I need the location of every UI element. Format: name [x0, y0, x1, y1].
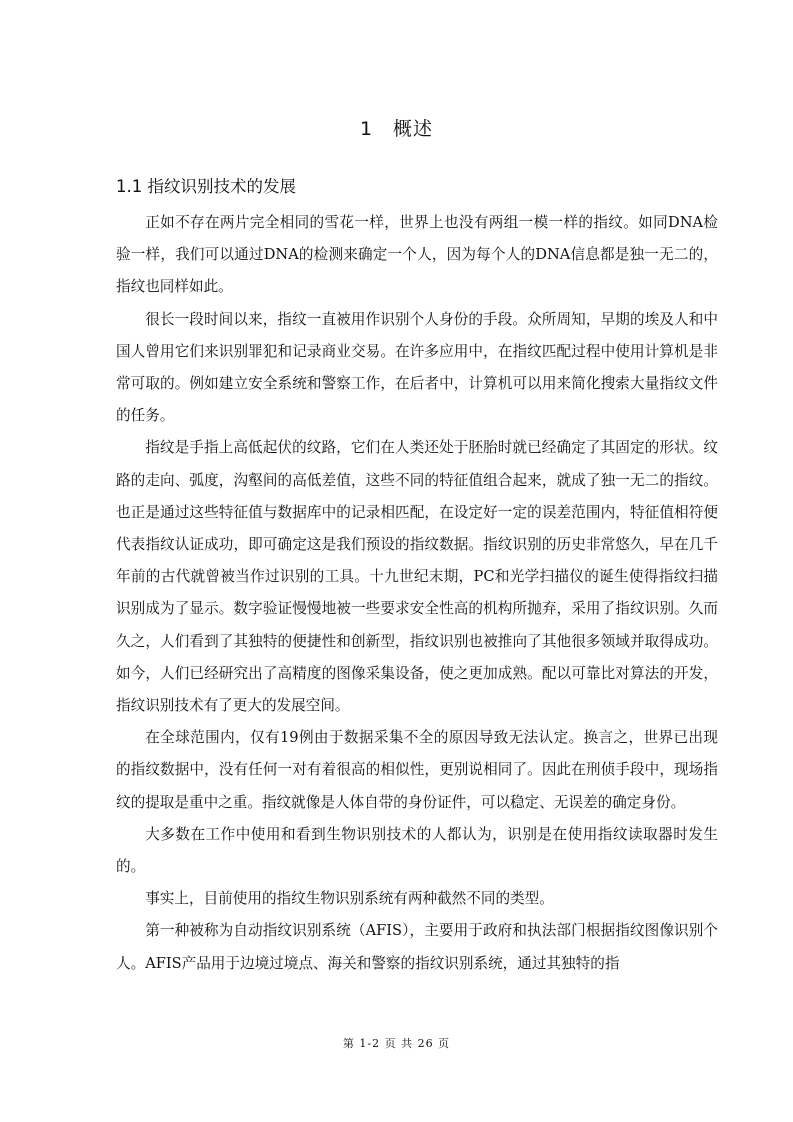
paragraph-2: 很长一段时间以来，指纹一直被用作识别个人身份的手段。众所周知，早期的埃及人和中国人曾用它们来识别罪犯和记录商业交易。在许多应用中，在指纹匹配过程中使用计算机是非常可取的。例如建立安全系统和警察工作，在后者中，计算机可以用来简化搜索大量指纹文件的任务。 — [116, 310, 718, 425]
chapter-title: 1 概述 — [359, 118, 434, 140]
paragraph-5: 大多数在工作中使用和看到生物识别技术的人都认为，识别是在使用指纹读取器时发生的。 — [116, 825, 718, 876]
body-text — [116, 207, 718, 980]
page-footer: 第 1-2 页 共 26 页 — [342, 1037, 451, 1050]
paragraph-6: 事实上，目前使用的指纹生物识别系统有两种截然不同的类型。 — [145, 890, 554, 908]
paragraph-7: 第一种被称为自动指纹识别系统（AFIS），主要用于政府和执法部门根据指纹图像识别个人。AFIS产品用于边境过境点、海关和警察的指纹识别系统，通过其独特的指 — [116, 922, 718, 972]
paragraph-4: 在全球范围内，仅有19例由于数据采集不全的原因导致无法认定。换言之，世界已出现的指纹数据中，没有任何一对有着很高的相似性，更别说相同了。因此在刑侦手段中，现场指纹的提取是重中之重。指纹就像是人体自带的身份证件，可以稳定、无误差的确定身份。 — [116, 729, 718, 811]
paragraph-3: 指纹是手指上高低起伏的纹路，它们在人类还处于胚胎时就已经确定了其固定的形状。纹路的走向、弧度，沟壑间的高低差值，这些不同的特征值组合起来，就成了独一无二的指纹。也正是通过这些特征值与数据库中的记录相匹配，在设定好一定的误差范围内，特征值相符便代表指纹认证成功，即可确定这是我们预设的指纹数据。指纹识别的历史非常悠久，早在几千年前的古代就曾被当作过识别的工具。十九世纪末期，PC和光学扫描仪的诞生使得指纹扫描识别成为了显示。数字验证慢慢地被一些要求安全性高的机构所抛弃，采用了指纹识别。久而久之，人们看到了其独特的便捷性和创新型，指纹识别也被推向了其他很多领域并取得成功。如今，人们已经研究出了高精度的图像采集设备，使之更加成熟。配以可靠比对算法的开发，指纹识别技术有了更大的发展空间。 — [116, 439, 718, 715]
paragraph-1: 正如不存在两片完全相同的雪花一样，世界上也没有两组一模一样的指纹。如同DNA检验一样，我们可以通过DNA的检测来确定一个人，因为每个人的DNA信息都是独一无二的，指纹也同样如此。 — [116, 214, 718, 296]
section-title: 1.1 指纹识别技术的发展 — [116, 177, 296, 196]
